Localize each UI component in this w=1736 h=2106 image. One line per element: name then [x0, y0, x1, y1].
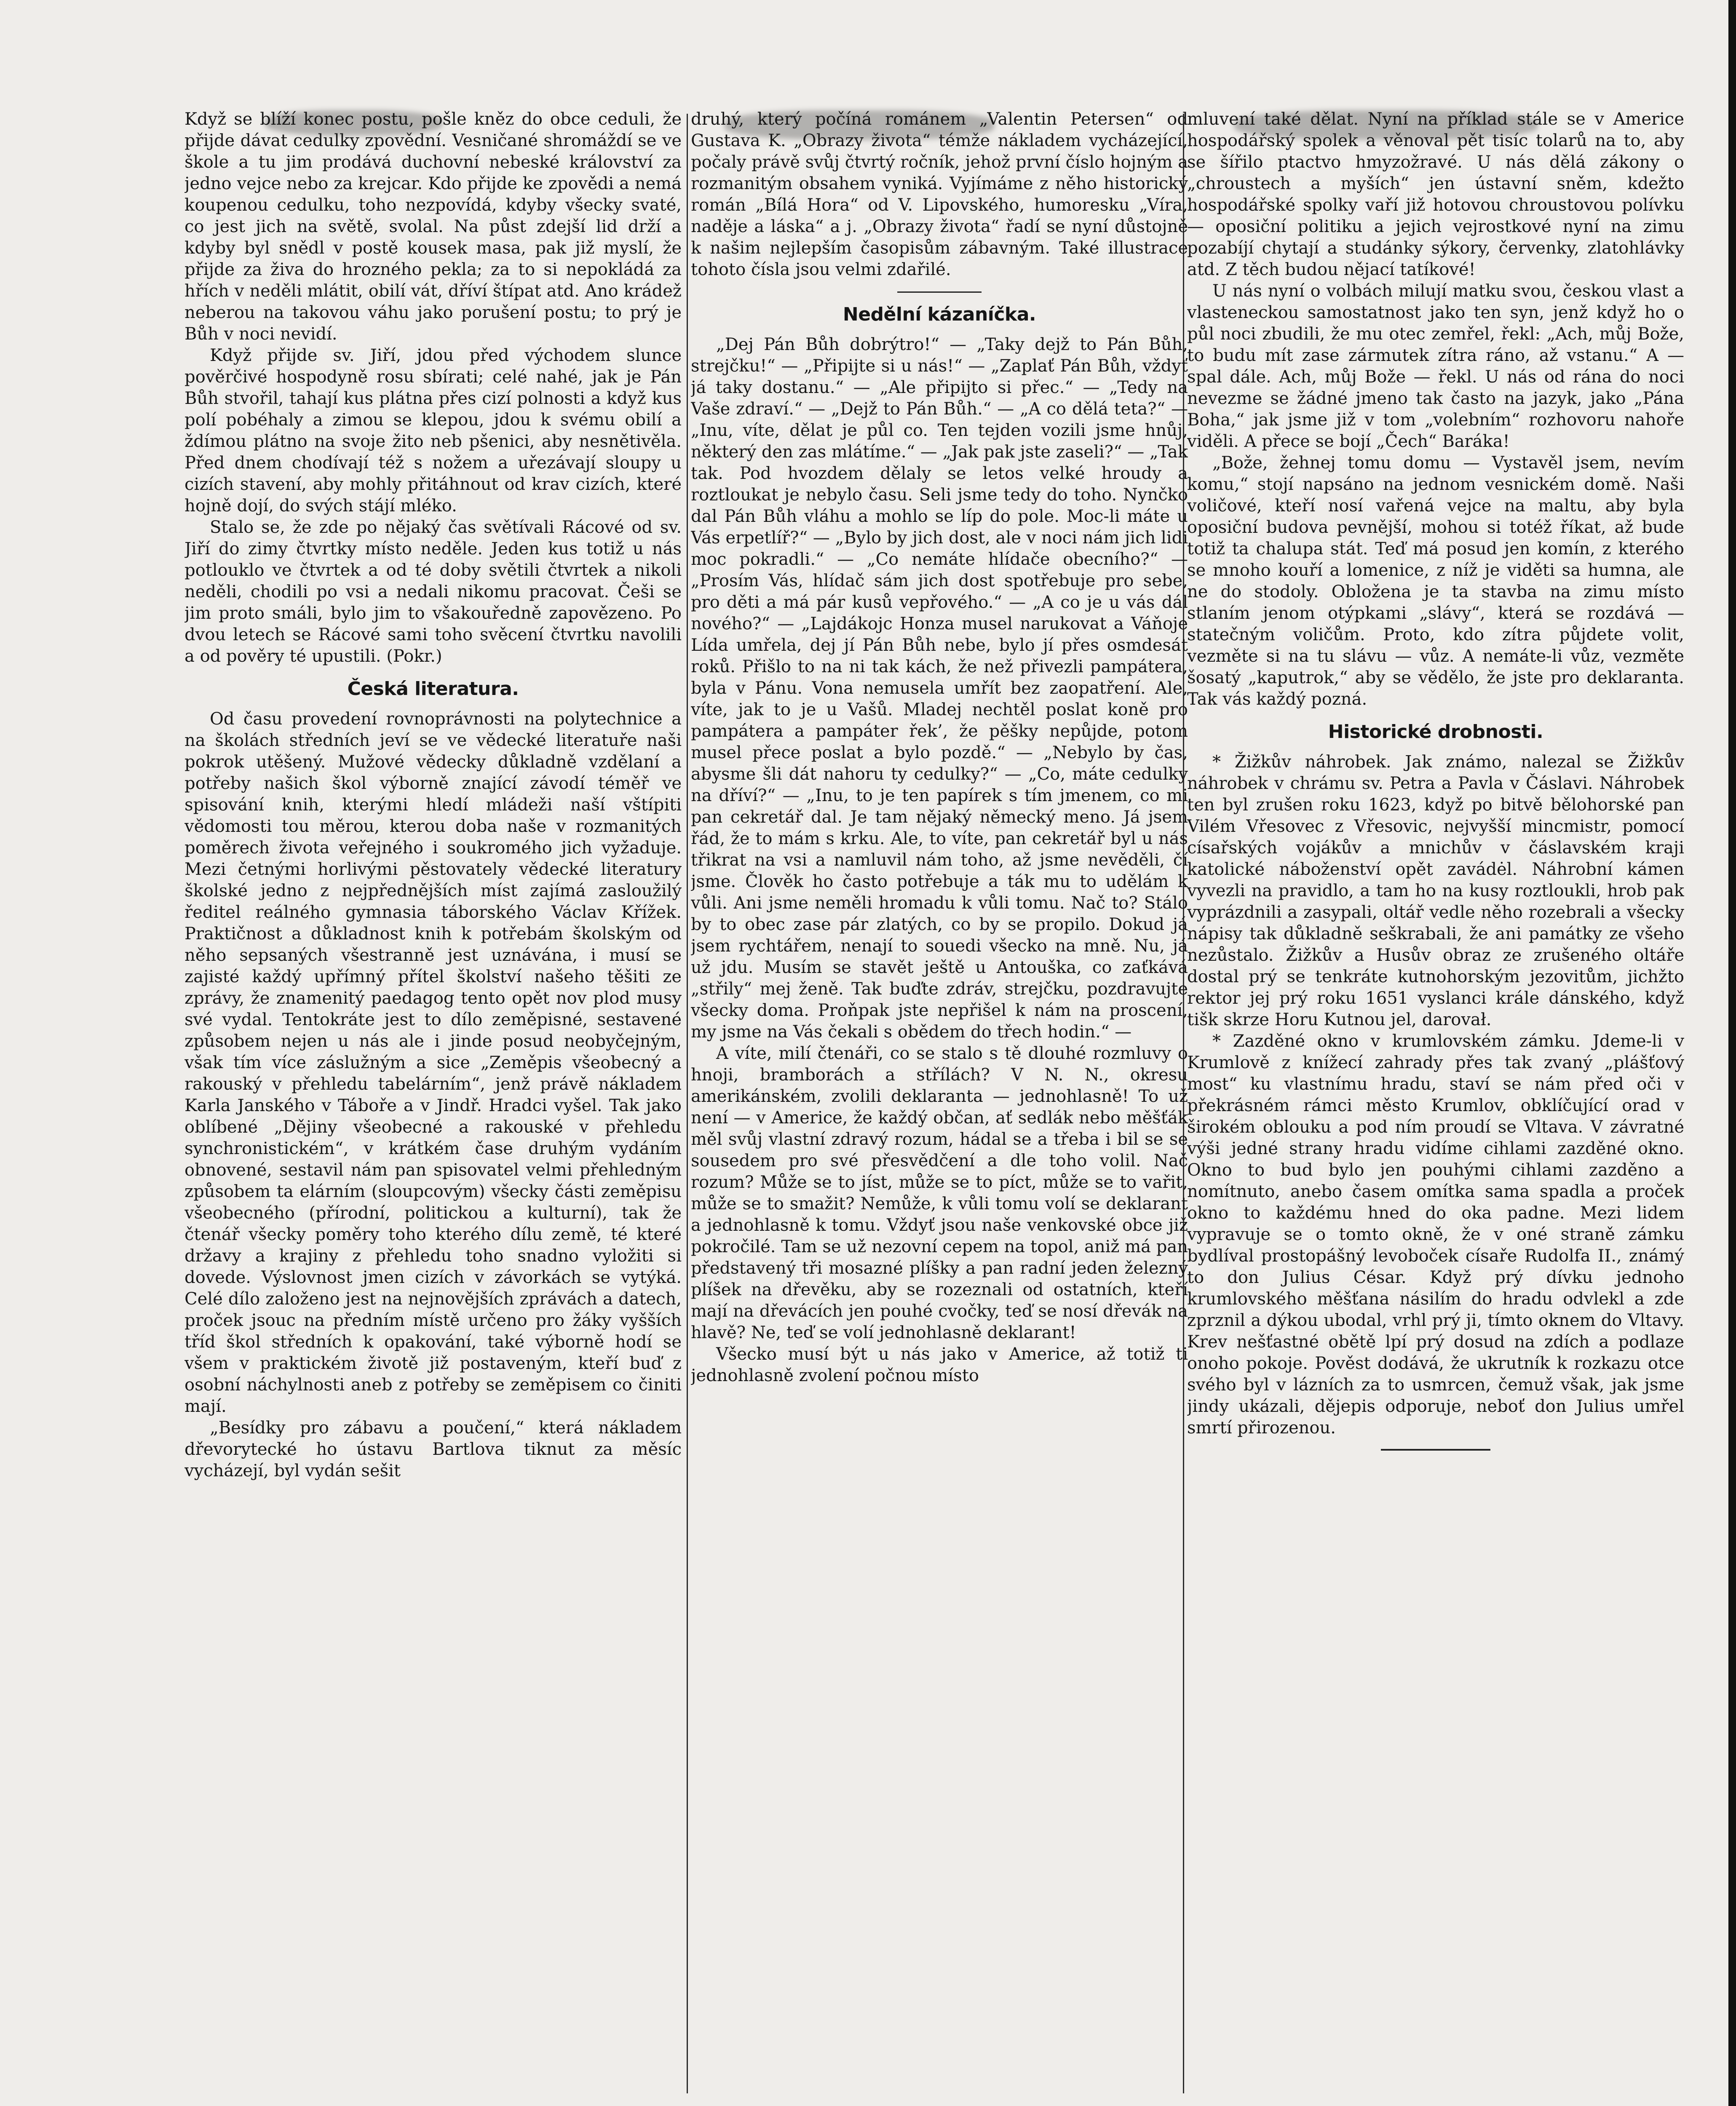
- article-paragraph: „Bože, žehnej tomu domu — Vystavěl jsem, nevím komu,“ stojí napsáno na jednom vesnickém domě. Naši voličové, kteří nosí vařená vejce na maltu, aby byla oposiční budova pevnější, mohou si totéž říkat, až bude totiž ta chalupa stát. Teď má posud jen komín, z kterého se mnoho kouří a lomenice, z níž je viděti sa humna, ale ne do stodoly. Obložena je ta stavba na zimu místo stlaním jenom otýpkami „slávy“, která se rozdává — statečným voličům. Proto, kdo zítra půjdete volit, vezměte si na tu slávu — vůz. A nemáte-li vůz, vezměte šosatý „kaputrok,“ aby se vědělo, že jste pro deklaranta. Tak vás každý pozná.: [1187, 453, 1684, 709]
- section-heading: Historické drobnosti.: [1328, 721, 1543, 743]
- section-divider: [897, 291, 982, 293]
- article-paragraph: „Dej Pán Bůh dobrýtro!“ — „Taky dejž to Pán Bůh, strejčku!“ — „Připijte si u nás!“ — „Zaplať Pán Bůh, vždyť já taky dostanu.“ — „Ale připijto si přec.“ — „Tedy na Vaše zdraví.“ — „Dejž to Pán Bůh.“ — „A co dělá teta?“ — „Inu, víte, dělat je půl co. Ten tejden vozili jsme hnůj, některý den zas mlátíme.“ — „Jak pak jste zaseli?“ — „Tak tak. Pod hvozdem dělaly se letos velké hroudy a roztloukat je nebylo času. Seli jsme tedy do toho. Nynčko dal Pán Bůh vláhu a mohlo se líp do pole. Moc-li máte u Vás erpetlíř?“ — „Bylo by jich dost, ale v noci nám jich lidi moc pokradli.“ — „Co nemáte hlídače obecního?“ — „Prosím Vás, hlídač sám jich dost spotřebuje pro sebe, pro děti a má pár kusů vepřového.“ — „A co je u vás dál nového?“ — „Lajdákojc Honza musel narukovat a Váňoje Lída umřela, dej jí Pán Bůh nebe, bylo jí přes osmdesát roků. Přišlo to na ni tak kách, že než přivezli pampátera, byla v Pánu. Vona nemusela umřít bez zaopatření. Ale, víte, jak to je u Vašů. Mladej nechtěl poslat koně pro pampátera a pampáter řek’, že pěšky nepůjde, potom musel přece poslat a bylo pozdě.“ — „Nebylo by čas, abysme šli dát nahoru ty cedulky?“ — „Co, máte cedulky na dříví?“ — „Inu, to je ten papírek s tím jmenem, co mi pan cekretář dal. Je tam nějaký německý meno. Já jsem řád, že to mám s krku. Ale, to víte, pan cekretář byl u nás třikrat na vsi a namluvil nám toho, až jsme nevěděli, čí jsme. Člověk ho často potřebuje a ták mu to udělám k vůli. Ani jsme neměli hromadu k vůli tomu. Nač to? Stálo by to obec zase pár zlatých, co by se propilo. Dokud já jsem rychtářem, nenají to souedi všecko na mně. Nu, já už jdu. Musím se stavět ještě u Antouška, co zaťkává „střily“ mej ženě. Tak buďte zdráv, strejčku, pozdravujte všecky doma. Proňpak jste nepřišel k nám na proscení, my jsme na Vás čekali s obědem do třech hodin.“ —: [691, 335, 1188, 1042]
- article-paragraph: druhý, který počíná románem „Valentin Petersen“ od Gustava K. „Obrazy života“ témže nákladem vycházející, počaly právě svůj čtvrtý ročník, jehož první číslo hojným a rozmanitým obsahem vyniká. Vyjímáme z něho historický román „Bílá Hora“ od V. Lipovského, humoresku „Víra, naděje a láska“ a j. „Obrazy života“ řadí se nyní důstojně k našim nejlepším časopisům zábavným. Také illustrace tohoto čísla jsou velmi zdařilé.: [691, 110, 1188, 279]
- column-rule: [687, 114, 688, 2093]
- text-column-1: [185, 109, 682, 2088]
- article-paragraph: Když přijde sv. Jiří, jdou před východem slunce pověrčivé hospodyně rosu sbírati; celé nahé, jak je Pán Bůh stvořil, tahají kus plátna přes cizí polnosti a když kus polí pobéhaly a zimou se klepou, jdou k svému obilí a ždímou plátno na svoje žito neb pšenici, aby nesnětivěla. Před dnem chodívají též s nožem a uřezávají sloupy u cizích stavení, aby mohly přitáhnout od krav cizích, které hojně dojí, do svých stájí mléko.: [185, 346, 682, 516]
- article-paragraph: * Zazděné okno v krumlovském zámku. Jdeme-li v Krumlově z knížecí zahrady přes tak zvaný „plášťový most“ ku vlastnímu hradu, staví se nám před oči v překrásném rámci město Krumlov, obklíčující orad v širokém oblouku a pod ním proudí se Vltava. V závratné výši jedné strany hradu vidíme cihlami zazděné okno. Okno to bud bylo jen pouhými cihlami zazděno a nomítnuto, anebo časem omítka sama spadla a proček okno to každému hned do oka padne. Mezi lidem vypravuje se o tomto okně, že v oné straně zámku bydlíval prostopášný levoboček císaře Rudolfa II., známý to don Julius César. Když prý dívku jednoho krumlovského měšťana násilím do hradu odvlekl a zde zprznil a dýkou ubodal, vrhl prý ji, tímto oknem do Vltavy. Krev nešťastné obětě lpí prý dosud na zdích a podlaze onoho pokoje. Pověst dodává, že ukrutník k rozkazu otce svého byl v lázních za to usmrcen, čemuž však, jak jsme jindy ukázali, dějepis odporuje, neboť don Julius umřel smrtí přirozenou.: [1187, 1032, 1684, 1438]
- article-paragraph: A víte, milí čtenáři, co se stalo s tě dlouhé rozmluvy o hnoji, bramborách a střílách? V N. N., okresu amerikánském, zvolili deklaranta — jednohlasně! To už není — v Americe, že každý občan, ať sedlák nebo měšťák měl svůj vlastní zdravý rozum, hádal se a třeba i bil se se sousedem pro své přesvědčení a dle toho volil. Nač rozum? Může se to jíst, může se to píct, může se to vařit, může se to smažit? Nemůže, k vůli tomu volí se deklarant a jednohlasně k tomu. Vždyť jsou naše venkovské obce již pokročilé. Tam se už nezovní cepem na topol, aniž má pan představený tři mosazné plíšky a pan radní jeden železný plíšek na dřevěku, aby se rozeznali od ostatních, kteří mají na dřevácích jen pouhé cvočky, teď se nosí dřevák na hlavě? Ne, teď se volí jednohlasně deklarant!: [691, 1044, 1188, 1342]
- article-paragraph: mluvení také dělat. Nyní na příklad stále se v Americe hospodářský spolek a věnoval pět tisíc tolarů na to, aby se šířilo ptactvo hmyzožravé. U nás dělá zákony o „chroustech a myších“ jen ústavní sněm, kdežto hospodářské spolky vaří již hotovou chroustovou polívku — oposiční politiku a jejich vejrostkové nyní na zimu pozabíjí chytají a studánky sýkory, červenky, zlatohlávky atd. Z těch budou nějací tatíkové!: [1187, 110, 1684, 279]
- section-heading: Nedělní kázaníčka.: [843, 304, 1036, 325]
- article-paragraph: „Besídky pro zábavu a poučení,“ která nákladem dřevorytecké ho ústavu Bartlova tiknut za měsíc vycházejí, byl vydán sešit: [185, 1418, 682, 1481]
- scan-edge: [1728, 0, 1736, 2106]
- article-paragraph: Stalo se, že zde po nějaký čas světívali Rácové od sv. Jiří do zimy čtvrtky místo neděle. Jeden kus totiž u nás potlouklo ve čtvrtek a od té doby světili čtvrtek a nikoli neděli, chodili po vsi a nedali nikomu pracovat. Češi se jim proto smáli, bylo jim to všakouředně zapovězeno. Po dvou letech se Rácové sami toho svěcení čtvrtku navolili a od pověry té upustili. (Pokr.): [185, 518, 682, 666]
- article-paragraph: Když se blíží konec postu, pošle kněz do obce ceduli, že přijde dávat cedulky zpovědní. Vesničané shromáždí se ve škole a tu jim prodává duchovní nebeské království za jedno vejce nebo za krejcar. Kdo přijde ke zpovědi a nemá koupenou cedulku, toho nezpovídá, kdyby všecky svaté, co jest jich na světě, svolal. Na půst zdejší lid drží a kdyby byl snědl v postě kousek masa, pak již myslí, že přijde za živa do hrozného pekla; za to si nepokládá za hřích v neděli mlátit, obilí vát, dříví štípat atd. Ano krádež neberou na takovou váhu jako porušení postu; to prý je Bůh v noci nevidí.: [185, 110, 682, 344]
- text-column-2: [691, 109, 1188, 2088]
- article-paragraph: Od času provedení rovnoprávnosti na polytechnice a na školách středních jeví se ve vědecké literatuře naši pokrok utěšený. Mužové vědecky důkladně vzdělaní a potřeby našich škol výborně znající závodí téměř ve spisování knih, kterými hledí mládeži naší vštípiti vědomosti tou měrou, kterou doba naše v rozmanitých poměrech života veřejného i soukromého jich vyžaduje. Mezi četnými horlivými pěstovately vědecké literatury školské jedno z nejpřednějších míst zajímá zasloužilý ředitel reálného gymnasia táborského Václav Křížek. Praktičnost a důkladnost knih k potřebám školským od něho sepsaných všestranně jest uznávána, i musí se zajisté každý upřímný přítel školství našeho těšiti ze zprávy, že znamenitý paedagog tento opět nov plod musy své vydal. Tentokráte jest to dílo zeměpisné, sestavené způsobem nejen u nás ale i jinde posud neobyčejným, však tím více záslužným a sice „Zeměpis všeobecný a rakouský v přehledu tabelárním“, jenž právě nákladem Karla Janského v Táboře a v Jindř. Hradci vyšel. Tak jako oblíbené „Dějiny všeobecné a rakouské v přehledu synchronistickém“, v krátkém čase druhým vydáním obnovené, sestavil nám pan spisovatel velmi přehledným způsobem ta elárním (sloupcovým) všecky části zeměpisu všeobecného (přírodní, politickou a kulturní), tak že čtenář všecky poměry toho kterého dílu země, té které državy a krajiny z přehledu toho snadno vyložiti si dovede. Výslovnost jmen cizích v závorkách se vytýká. Celé dílo založeno jest na nejnovějších zprávách a datech, proček jsouc na předním místě určeno pro žáky vyšších tříd škol středních k opakování, také výborně hodí se všem v praktickém životě již postaveným, kteří buď z osobní náchylnosti aneb z potřeby se zeměpisem co činiti mají.: [185, 709, 682, 1416]
- article-paragraph: Všecko musí být u nás jako v Americe, až totiž ti jednohlasně zvolení počnou místo: [691, 1344, 1188, 1385]
- section-heading: Česká literatura.: [347, 678, 519, 700]
- article-paragraph: U nás nyní o volbách milují matku svou, českou vlast a vlasteneckou samostatnost jako ten syn, jenž když ho o půl noci zbudili, že mu otec zemřel, řekl: „Ach, můj Bože, to budu mít zase zármutek zítra ráno, až vstanu.“ A — spal dále. Ach, můj Bože — řekl. U nás od rána do noci nevezme se žádné jmeno tak často na jazyk, jako „Pána Boha,“ jak jsme již v tom „volebním“ rozhovoru nahoře viděli. A přece se bojí „Čech“ Baráka!: [1187, 281, 1684, 451]
- article-paragraph: * Žižkův náhrobek. Jak známo, nalezal se Žižkův náhrobek v chrámu sv. Petra a Pavla v Čáslavi. Náhrobek ten byl zrušen roku 1623, když po bitvě bělohorské pan Vilém Vřesovec z Vřesovic, nejvyšší mincmistr, pomocí císařských vojákův a mnichův v čáslavském kraji katolické náboženství opět zavádėl. Náhrobní kámen vyvezli na pravidlo, a tam ho na kusy roztloukli, hrob pak vyprázdnili a zasypali, oltář vedle něho rozebrali a všecky nápisy tak důkladně seškrabali, že ani památky ze všeho nezůstalo. Žižkův a Husův obraz ze zrušeného oltáře dostal prý se tenkráte kutnohorským jezovitům, jichžto rektor jej prý roku 1651 vyslanci krále dánského, když tišk skrze Horu Kutnou jel, darovał.: [1187, 752, 1684, 1029]
- end-divider: [1381, 1449, 1490, 1451]
- text-column-3: [1187, 109, 1684, 2088]
